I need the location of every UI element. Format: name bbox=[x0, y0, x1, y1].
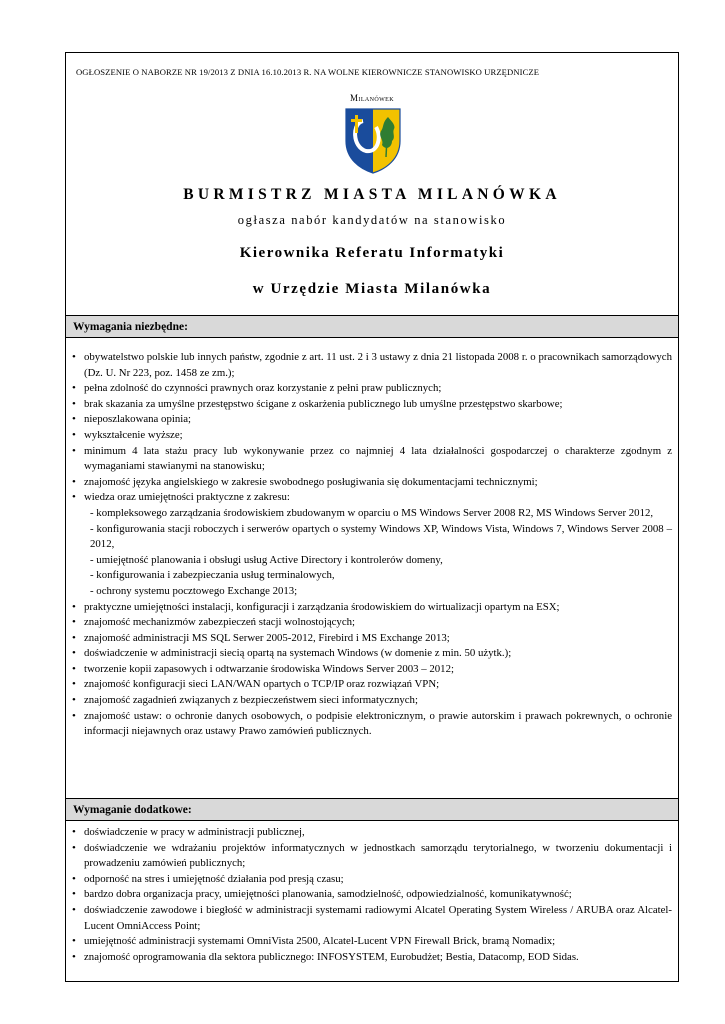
list-item: • doświadczenie we wdrażaniu projektów informatycznych w jednostkach samorządu terytorialnego, w tworzeniu dokumentacji i prowadzeniu zamówień publicznych; bbox=[72, 841, 672, 872]
list-item: • obywatelstwo polskie lub innych państw, zgodnie z art. 11 ust. 2 i 3 ustawy z dnia 21 listopada 2008 r. o pracownikach samorządowych (Dz. U. Nr 223, poz. 1458 ze zm.); bbox=[72, 350, 672, 381]
list-item: • praktyczne umiejętności instalacji, konfiguracji i zarządzania środowiskiem do wirtualizacji opartym na ESX; bbox=[72, 600, 672, 616]
sub-list-item: - ochrony systemu pocztowego Exchange 2013; bbox=[90, 584, 298, 597]
sub-list-item: - konfigurowania stacji roboczych i serwerów opartych o systemy Windows XP, Windows Vista, Windows 7, Windows Server 2008 – 2012, bbox=[90, 522, 672, 551]
list-item: • doświadczenie zawodowe i biegłość w administracji systemami radiowymi Alcatel Operating System Wireless / ARUBA oraz Alcatel-Lucent OmniAccess Point; bbox=[72, 903, 672, 934]
list-item: • znajomość mechanizmów zabezpieczeń stacji wolnostojących; bbox=[72, 615, 672, 631]
sub-list-item: - konfigurowania i zabezpieczania usług terminalowych, bbox=[90, 569, 335, 582]
list-item: • nieposzlakowana opinia; bbox=[72, 412, 672, 428]
additional-heading: Wymaganie dodatkowe: bbox=[66, 798, 678, 821]
sub-list-item: - kompleksowego zarządzania środowiskiem zbudowanym w oparciu o MS Windows Server 2008 R2, MS Windows Server 2012, bbox=[90, 506, 654, 519]
institution-title: w Urzędzie Miasta Milanówka bbox=[252, 281, 492, 297]
list-item: • minimum 4 lata stażu pracy lub wykonywanie przez co najmniej 4 lata działalności gospodarczej o charakterze zgodnym z wymaganiami stawianymi na stanowisku; bbox=[72, 444, 672, 475]
list-item: • znajomość języka angielskiego w zakresie swobodnego posługiwania się dokumentacjami technicznymi; bbox=[72, 475, 672, 491]
list-item: • znajomość konfiguracji sieci LAN/WAN opartych o TCP/IP oraz rozwiązań VPN; bbox=[72, 677, 672, 693]
subtitle: ogłasza nabór kandydatów na stanowisko bbox=[237, 213, 507, 227]
sub-list-item: - umiejętność planowania i obsługi usług Active Directory i kontrolerów domeny, bbox=[90, 553, 443, 566]
list-item: • odporność na stres i umiejętność działania pod presją czasu; bbox=[72, 872, 672, 888]
list-item: • znajomość administracji MS SQL Serwer 2005-2012, Firebird i MS Exchange 2013; bbox=[72, 631, 672, 647]
position-title: Kierownika Referatu Informatyki bbox=[239, 245, 505, 261]
list-item: • znajomość zagadnień związanych z bezpieczeństwem sieci informatycznych; bbox=[72, 693, 672, 709]
list-item: • wiedza oraz umiejętności praktyczne z zakresu: bbox=[72, 490, 672, 506]
list-item: • wykształcenie wyższe; bbox=[72, 428, 672, 444]
announcement-frame bbox=[65, 52, 679, 982]
list-item: • doświadczenie w pracy w administracji publicznej, bbox=[72, 825, 672, 841]
additional-list bbox=[72, 825, 672, 965]
list-item: • znajomość oprogramowania dla sektora publicznego: INFOSYSTEM, Eurobudżet; Bestia, Datacomp, EOD Sidas. bbox=[72, 950, 672, 966]
list-item: • umiejętność administracji systemami OmniVista 2500, Alcatel-Lucent VPN Firewall Brick, bramą Nomadix; bbox=[72, 934, 672, 950]
list-item: • brak skazania za umyślne przestępstwo ścigane z oskarżenia publicznego lub umyślne przestępstwo skarbowe; bbox=[72, 397, 672, 413]
logo-town-name: Milanówek bbox=[350, 93, 394, 103]
main-title: BURMISTRZ MIASTA MILANÓWKA bbox=[183, 186, 561, 203]
requirements-heading: Wymagania niezbędne: bbox=[66, 315, 678, 338]
requirements-list bbox=[72, 350, 672, 740]
list-item: • doświadczenie w administracji siecią opartą na systemach Windows (w domenie z min. 50 użytk.); bbox=[72, 646, 672, 662]
list-item: • tworzenie kopii zapasowych i odtwarzanie środowiska Windows Server 2003 – 2012; bbox=[72, 662, 672, 678]
list-item: • znajomość ustaw: o ochronie danych osobowych, o podpisie elektronicznym, o prawie autorskim i prawach pokrewnych, o ochronie informacji niejawnych oraz ustawy Prawo zamówień publicznych. bbox=[72, 709, 672, 740]
milanowek-crest-icon bbox=[344, 107, 402, 175]
list-item: • pełna zdolność do czynności prawnych oraz korzystanie z pełni praw publicznych; bbox=[72, 381, 672, 397]
list-item: • bardzo dobra organizacja pracy, umiejętności planowania, samodzielność, odpowiedzialność, komunikatywność; bbox=[72, 887, 672, 903]
announcement-header: OGŁOSZENIE O NABORZE NR 19/2013 Z DNIA 16.10.2013 R. NA WOLNE KIEROWNICZE STANOWISKO URZĘDNICZE bbox=[76, 67, 540, 77]
